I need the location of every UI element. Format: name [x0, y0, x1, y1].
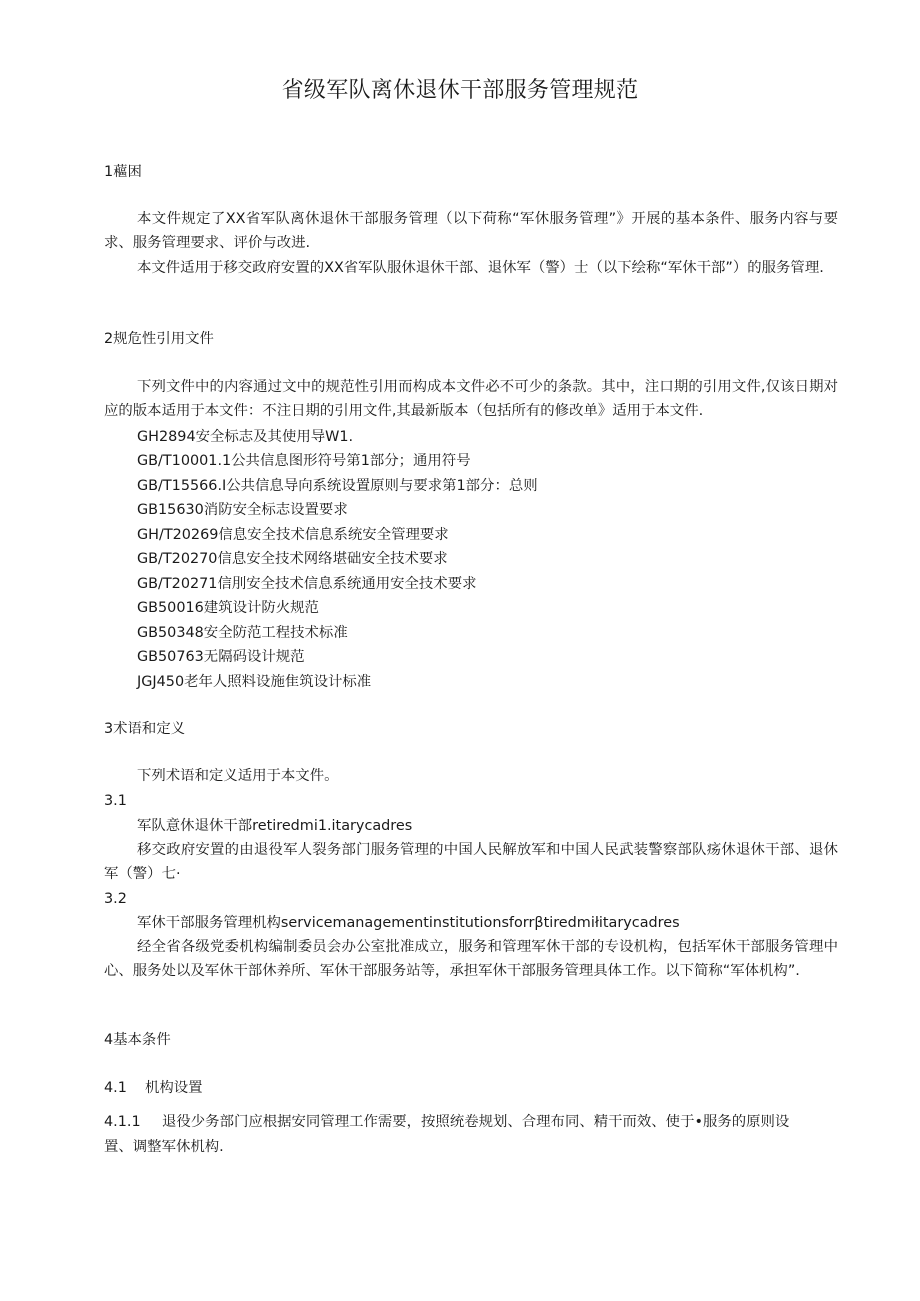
clause-text-line-1: 退役少务部门应根据安同管理工作需要，按照统卷规划、合理布同、精干而效、使于•服务的原则设 — [162, 1114, 790, 1130]
subsection-title: 机构设置 — [145, 1080, 203, 1096]
reference-item: GB50348安全防范工程技术标准 — [137, 625, 348, 641]
section-3-heading: 3术语和定义 — [104, 721, 186, 737]
section-2-intro: 下列文件中的内容通过文中的规范性引用而构成本文件必不可少的条款。其中，注口期的引用文件,仅该日期对应的版本适用于本文件：不注日期的引用文件,其最新版本（包括所有的修改单》适用于本文件. — [104, 379, 838, 419]
reference-item: GB15630消防安全标志设置要求 — [137, 502, 348, 518]
subsection-number: 4.1 — [104, 1080, 127, 1096]
term-definition: 移交政府安置的由退役军人裂务部门服务管理的中国人民解放军和中国人民武装警察部队疡休退休干部、退休军（警）七· — [104, 842, 838, 882]
clause-number: 4.1.1 — [104, 1114, 141, 1130]
reference-item: GB/T15566.I公共信息导向系统设置原则与要求第1部分：总则 — [137, 478, 538, 494]
reference-item: GH2894安全标志及其使用导W1. — [137, 429, 354, 445]
reference-item: GB/T10001.1公共信息图形符号第1部分；通用符号 — [137, 453, 471, 469]
document-title: 省级军队离休退休干部服务管理规范 — [281, 78, 639, 103]
section-4-heading: 4基本条件 — [104, 1032, 171, 1048]
term-title: 军队意休退休干部retiredmi1.itarycadres — [137, 818, 413, 834]
reference-item: GB/T20271信刖安全技术信息系统通用安全技术要求 — [137, 576, 477, 592]
reference-item: JGJ450老年人照料设施隹筑设计标准 — [137, 674, 372, 690]
reference-item: GB50016建筑设计防火规范 — [137, 600, 319, 616]
section-1-paragraph-2: 本文件适用于移交政府安置的XX省军队服休退休干部、退休军（警）士（以下绘称“军休干部”）的服务管理. — [137, 260, 824, 276]
section-2-heading: 2规危性引用文件 — [104, 331, 214, 347]
term-number: 3.1 — [104, 793, 127, 809]
reference-item: GB/T20270信息安全技术网络堪础安全技术要求 — [137, 551, 448, 567]
section-3-intro: 下列术语和定义适用于本文件。 — [137, 768, 339, 784]
section-1-heading: 1藲困 — [104, 164, 142, 180]
section-1-paragraph-1: 本文件规定了XX省军队离休退休干部服务管理（以下荷称“军休服务管理”》开展的基本条件、服务内容与要求、服务管理要求、评价与改进. — [104, 211, 838, 251]
term-definition: 经全省各级党委机构编制委员会办公室批准成立，服务和管理军休干部的专设机构，包括军休干部服务管理中心、服务处以及军休干部休养所、军休干部服务站等，承担军休干部服务管理具体工作。以下简称“军体机构”. — [104, 939, 838, 979]
term-title: 军休干部服务管理机构servicemanagementinstitutionsforrβtiredmiłitarycadres — [137, 915, 680, 931]
reference-item: GH/T20269信息安全技术信息系统安全管理要求 — [137, 527, 449, 543]
reference-item: GB50763无隔码设计规范 — [137, 649, 305, 665]
term-number: 3.2 — [104, 891, 127, 907]
clause-text-line-2: 置、调整军休机构. — [104, 1139, 224, 1155]
